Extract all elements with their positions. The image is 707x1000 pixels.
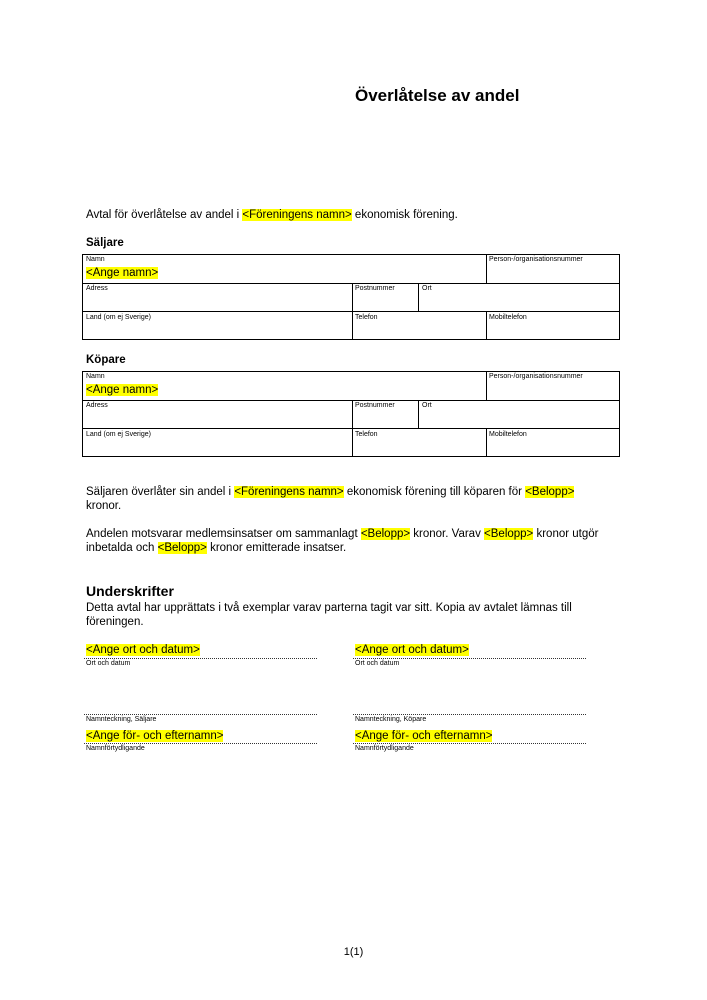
buyer-mobile-label: Mobiltelefon	[489, 431, 527, 438]
seller-signature-label: Namnteckning, Säljare	[86, 716, 157, 723]
intro-text-after: ekonomisk förening.	[351, 209, 458, 221]
association-name-placeholder[interactable]: <Föreningens namn>	[242, 209, 352, 221]
paid-amount-placeholder[interactable]: <Belopp>	[484, 528, 534, 540]
issued-amount-placeholder[interactable]: <Belopp>	[157, 542, 207, 554]
buyer-country-label: Land (om ej Sverige)	[86, 431, 151, 438]
buyer-table	[82, 371, 620, 457]
buyer-clarification-line	[353, 743, 586, 744]
buyer-full-name-field[interactable]	[355, 729, 492, 743]
buyer-city-label: Ort	[422, 402, 432, 409]
seller-clarification-line	[84, 743, 317, 744]
seller-postal-label: Postnummer	[355, 285, 395, 292]
buyer-name-placeholder: <Ange namn>	[86, 384, 159, 396]
seller-city-label: Ort	[422, 285, 432, 292]
contributions-text-3: kronor utgör	[533, 528, 599, 540]
buyer-place-date-line	[353, 658, 586, 659]
seller-place-date-placeholder: <Ange ort och datum>	[86, 644, 200, 656]
seller-mobile-label: Mobiltelefon	[489, 314, 527, 321]
seller-place-date-line	[84, 658, 317, 659]
signatures-text-line-1: Detta avtal har upprättats i två exemplar varav parterna tagit var sitt. Kopia av avtalet lämnas till	[86, 602, 572, 614]
seller-full-name-field[interactable]	[86, 729, 223, 743]
contributions-paragraph	[86, 527, 598, 555]
transfer-amount-placeholder[interactable]: <Belopp>	[525, 486, 575, 498]
contributions-line-2	[86, 541, 598, 555]
buyer-signature-label: Namnteckning, Köpare	[355, 716, 427, 723]
intro-text-before: Avtal för överlåtelse av andel i	[86, 209, 243, 221]
transfer-text-2: ekonomisk förening till köparen för	[343, 486, 526, 498]
seller-country-label: Land (om ej Sverige)	[86, 314, 151, 321]
buyer-postal-label: Postnummer	[355, 402, 395, 409]
signatures-heading: Underskrifter	[86, 583, 174, 599]
seller-place-date-field[interactable]	[86, 643, 200, 657]
buyer-place-date-label: Ort och datum	[355, 660, 400, 667]
signatures-text-line-2: föreningen.	[86, 616, 144, 628]
transfer-line-2: kronor.	[86, 500, 122, 512]
transfer-paragraph	[86, 485, 574, 513]
seller-name-placeholder: <Ange namn>	[86, 267, 159, 279]
buyer-place-date-field[interactable]	[355, 643, 469, 657]
contributions-text-5: kronor emitterade insatser.	[206, 542, 347, 554]
page-number: 1(1)	[343, 946, 364, 958]
contributions-text-4: inbetalda och	[86, 542, 158, 554]
buyer-id-label: Person-/organisationsnummer	[489, 373, 583, 380]
document-title: Överlåtelse av andel	[355, 86, 520, 105]
seller-table	[82, 254, 620, 340]
buyer-name-field[interactable]	[86, 383, 158, 397]
transfer-text-1: Säljaren överlåter sin andel i	[86, 486, 235, 498]
seller-full-name-placeholder: <Ange för- och efternamn>	[86, 730, 224, 742]
intro-paragraph	[86, 208, 458, 222]
seller-id-label: Person-/organisationsnummer	[489, 256, 583, 263]
buyer-address-label: Adress	[86, 402, 108, 409]
seller-phone-label: Telefon	[355, 314, 378, 321]
seller-name-field[interactable]	[86, 266, 158, 280]
transfer-association-placeholder[interactable]: <Föreningens namn>	[234, 486, 344, 498]
signatures-paragraph	[86, 601, 572, 629]
buyer-full-name-placeholder: <Ange för- och efternamn>	[355, 730, 493, 742]
buyer-heading: Köpare	[86, 354, 126, 366]
seller-heading: Säljare	[86, 237, 124, 249]
buyer-signature-line[interactable]	[353, 714, 586, 715]
buyer-name-label: Namn	[86, 373, 105, 380]
contributions-text-1: Andelen motsvarar medlemsinsatser om sammanlagt	[86, 528, 361, 540]
contributions-text-2: kronor. Varav	[410, 528, 485, 540]
seller-signature-line[interactable]	[84, 714, 317, 715]
seller-name-label: Namn	[86, 256, 105, 263]
total-amount-placeholder[interactable]: <Belopp>	[360, 528, 411, 540]
seller-place-date-label: Ort och datum	[86, 660, 131, 667]
transfer-line-1	[86, 485, 574, 499]
buyer-place-date-placeholder: <Ange ort och datum>	[355, 644, 469, 656]
buyer-phone-label: Telefon	[355, 431, 378, 438]
seller-clarification-label: Namnförtydligande	[86, 745, 145, 752]
buyer-clarification-label: Namnförtydligande	[355, 745, 414, 752]
seller-address-label: Adress	[86, 285, 108, 292]
contributions-line-1	[86, 527, 598, 541]
